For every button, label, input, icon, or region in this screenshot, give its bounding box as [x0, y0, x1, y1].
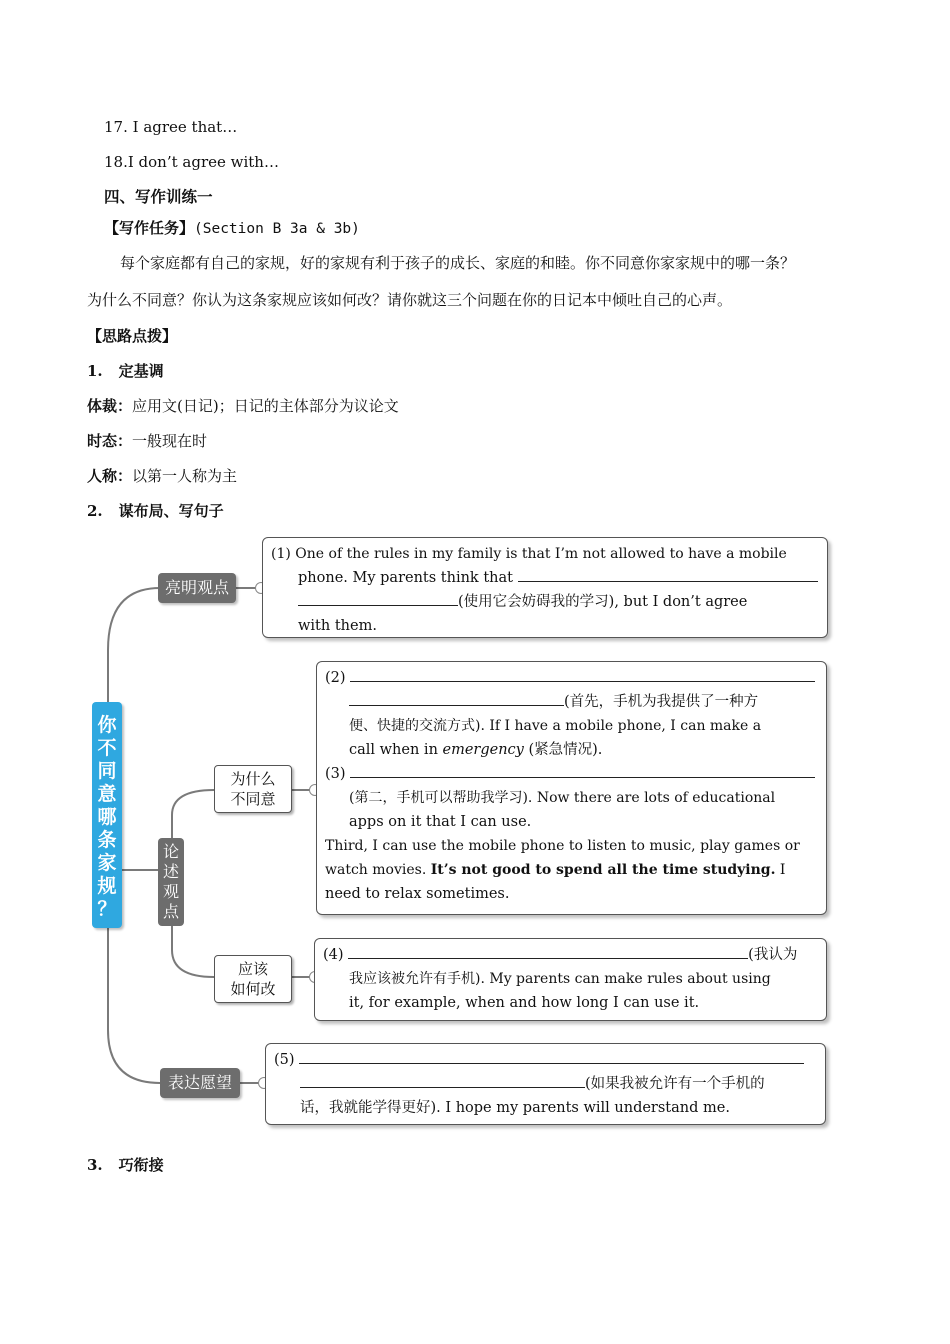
tag-argue — [158, 838, 184, 926]
step1-title: 定基调 — [118, 362, 164, 380]
box3-number-4: (4) — [323, 947, 344, 963]
box3-line3: it, for example, when and how long I can use it. — [349, 995, 700, 1011]
tag-argue-char: 观 — [162, 882, 179, 901]
step3-number: 3. — [87, 1156, 103, 1174]
box2-line4-text: call when in — [349, 742, 443, 758]
answer-blank-1a[interactable] — [518, 567, 818, 582]
answer-blank-2b[interactable] — [349, 691, 564, 706]
box2-line3: 便、快捷的交流方式). If I have a mobile phone, I can make a — [349, 718, 762, 734]
step3-heading — [87, 1154, 164, 1175]
tag-how-line: 应该 — [237, 960, 268, 978]
box2-line2 — [325, 690, 818, 714]
task-ref: (Section B 3a & 3b) — [194, 221, 360, 237]
box4-line2 — [274, 1072, 817, 1096]
answer-blank-2a[interactable] — [350, 667, 815, 682]
box-why — [316, 661, 827, 915]
box1-line3-text: (使用它会妨碍我的学习), but I don’t agree — [458, 594, 748, 610]
list-item-18: 18.I don’t agree with… — [104, 153, 279, 171]
answer-blank-1b[interactable] — [298, 591, 458, 606]
answer-blank-5b[interactable] — [300, 1073, 585, 1088]
root-char: ？ — [97, 898, 117, 920]
tips-title: 【思路点拨】 — [87, 327, 178, 345]
tag-argue-char: 论 — [162, 842, 179, 861]
root-char: 同 — [97, 760, 117, 782]
tag-why-line: 为什么 — [230, 770, 276, 788]
step1-number: 1. — [87, 362, 103, 380]
tag-viewpoint: 亮明观点 — [158, 573, 236, 603]
box4-line1 — [274, 1048, 817, 1072]
answer-blank-4[interactable] — [348, 944, 748, 959]
box2-number-2: (2) — [325, 670, 346, 686]
tag-how — [214, 955, 292, 1003]
box2-line2-text: (首先，手机为我提供了一种方 — [564, 694, 759, 710]
root-node — [92, 702, 122, 928]
box1-line3 — [271, 590, 819, 614]
step2-number: 2. — [87, 502, 103, 520]
box2-bold-sentence: It’s not good to spend all the time studying. — [430, 862, 776, 878]
step3-title: 巧衔接 — [118, 1156, 164, 1174]
box4-number-5: (5) — [274, 1052, 295, 1068]
box2-line9 — [325, 858, 818, 882]
box2-line9-tail: I — [775, 862, 786, 878]
box2-line4 — [325, 738, 818, 762]
box2-row2 — [325, 666, 818, 690]
box4-line2-text: (如果我被允许有一个手机的 — [585, 1076, 765, 1092]
root-char: 意 — [97, 783, 117, 805]
task-paragraph-line1: 每个家庭都有自己的家规，好的家规有利于孩子的成长、家庭的和睦。你不同意你家家规中的哪一条？ — [120, 254, 796, 272]
section-title: 四、写作训练一 — [104, 187, 213, 206]
answer-blank-5a[interactable] — [299, 1049, 804, 1064]
tag-argue-char: 述 — [162, 862, 179, 881]
box2-line10: need to relax sometimes. — [325, 886, 510, 902]
box2-line7: apps on it that I can use. — [349, 814, 532, 830]
root-char: 哪 — [97, 806, 117, 828]
box2-emergency: emergency — [442, 742, 524, 758]
box2-line6: (第二，手机可以帮助我学习). Now there are lots of educational — [349, 790, 776, 806]
root-char: 条 — [97, 829, 117, 851]
tag-why-line: 不同意 — [230, 790, 276, 808]
box3-line1-text: (我认为 — [748, 947, 798, 963]
box3-line1 — [323, 943, 818, 967]
box1-line1: (1) One of the rules in my family is that I’m not allowed to have a mobile — [271, 546, 787, 562]
box2-line9-text: watch movies. — [325, 862, 431, 878]
box-wish — [265, 1043, 826, 1125]
person-label: 人称： — [87, 467, 133, 485]
root-char: 你 — [97, 714, 117, 736]
tag-why — [214, 765, 292, 813]
person-value: 以第一人称为主 — [132, 467, 238, 485]
box-how — [314, 938, 827, 1021]
box2-row3 — [325, 762, 818, 786]
box2-line4-tail: (紧急情况). — [523, 742, 603, 758]
connector-root-wish — [108, 928, 160, 1083]
tag-argue-char: 点 — [162, 902, 179, 921]
genre-value: 应用文(日记)；日记的主体部分为议论文 — [132, 397, 399, 415]
box1-line2 — [271, 566, 819, 590]
tense-label: 时态： — [87, 432, 133, 450]
box2-line8: Third, I can use the mobile phone to listen to music, play games or — [325, 838, 800, 854]
task-label: 【写作任务】 — [104, 219, 195, 237]
genre-label: 体裁： — [87, 397, 133, 415]
root-char: 规 — [97, 875, 117, 897]
task-paragraph-line2: 为什么不同意？你认为这条家规应该如何改？请你就这三个问题在你的日记本中倾吐自己的心声。 — [87, 291, 733, 309]
box3-line2: 我应该被允许有手机). My parents can make rules about using — [349, 971, 771, 987]
connector-root-viewpoint — [108, 588, 160, 702]
box2-number-3: (3) — [325, 766, 346, 782]
connector-argue-how — [172, 926, 214, 977]
tag-how-line: 如何改 — [230, 980, 276, 998]
root-char: 不 — [97, 737, 117, 759]
box4-line3: 话，我就能学得更好). I hope my parents will understand me. — [300, 1100, 730, 1116]
step2-title: 谋布局、写句子 — [118, 502, 224, 520]
list-item-17: 17. I agree that… — [104, 118, 238, 136]
root-char: 家 — [97, 852, 117, 874]
answer-blank-3a[interactable] — [350, 763, 815, 778]
box1-line2-text: phone. My parents think that — [298, 570, 513, 586]
tag-wish: 表达愿望 — [160, 1068, 240, 1098]
box-viewpoint — [262, 537, 828, 638]
box1-line4: with them. — [298, 618, 377, 634]
tense-value: 一般现在时 — [132, 432, 208, 450]
connector-argue-why — [172, 790, 214, 838]
